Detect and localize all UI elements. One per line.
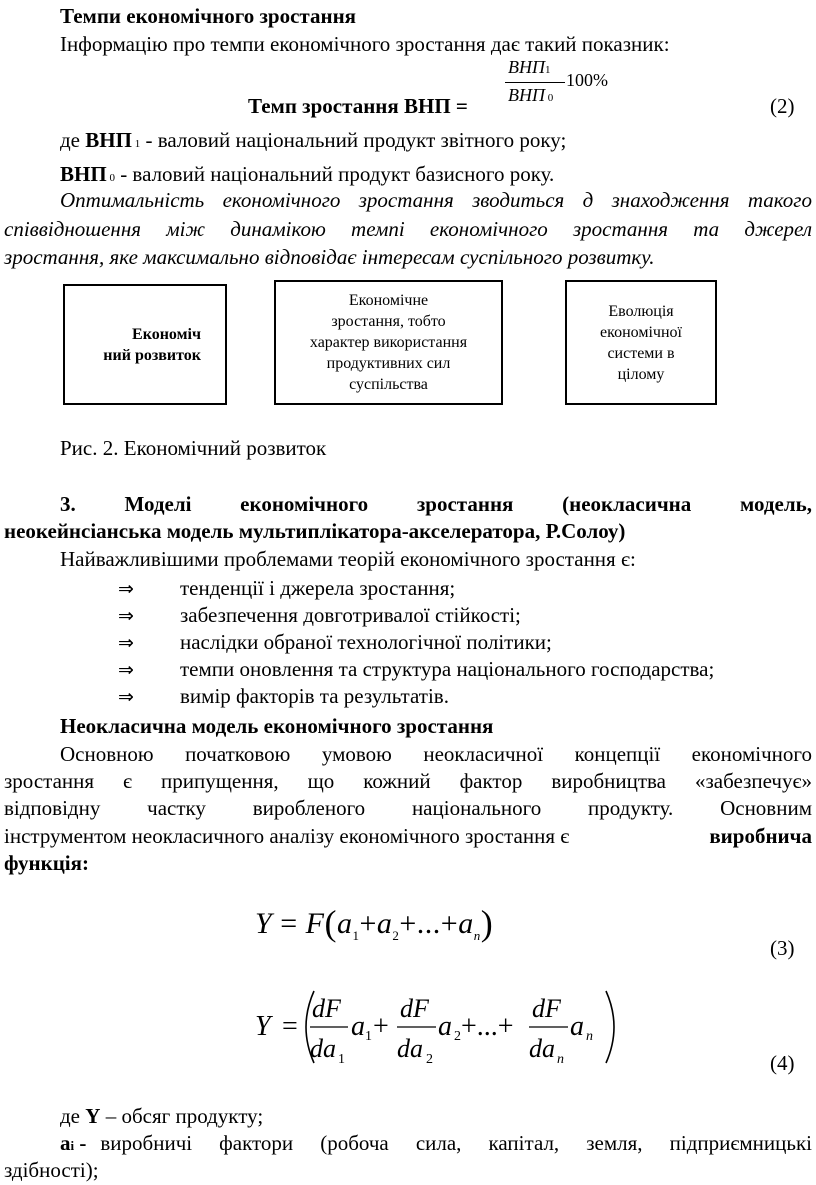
arrow-icon: ⇒ — [118, 605, 134, 627]
italic-paragraph-line2: співвідношення між динамікою темпі економічного зростання та джерел — [4, 217, 812, 241]
neoclassical-para-line4: інструментом неокласичного аналізу економічного зростання є виробнича — [4, 824, 812, 848]
formula-number-2: (2) — [770, 94, 795, 118]
fraction-denominator: ВНП 0 — [508, 85, 554, 105]
svg-text:dF: dF — [532, 994, 561, 1023]
section-heading-models-line2: неокейнсіанська модель мультиплікатора-акселератора, Р.Солоу) — [4, 519, 626, 543]
italic-paragraph-line3: зростання, яке максимально відповідає інтересам суспільного розвитку. — [4, 245, 655, 269]
arrow-icon: ⇒ — [118, 659, 134, 681]
svg-text:dF: dF — [312, 994, 341, 1023]
list-item: наслідки обраної технологічної політики; — [180, 630, 552, 654]
arrow-icon: ⇒ — [118, 578, 134, 600]
svg-text:a: a — [570, 1011, 584, 1042]
formula-number-4: (4) — [770, 1051, 795, 1075]
list-item: темпи оновлення та структура національного господарства; — [180, 657, 715, 681]
list-item: тенденції і джерела зростання; — [180, 576, 456, 600]
svg-text:n: n — [586, 1029, 593, 1044]
neoclassical-para-line1: Основною початковою умовою неокласичної концепції економічного — [60, 742, 812, 766]
differential-formula — [250, 985, 630, 1069]
svg-text:1: 1 — [338, 1052, 345, 1067]
intro-text: Інформацію про темпи економічного зростання дає такий показник: — [60, 32, 670, 56]
definition-a-line1: ai - виробничі фактори (робоча сила, капітал, земля, підприємницькі — [60, 1131, 812, 1155]
italic-paragraph-line1: Оптимальність економічного зростання зводиться д знаходження такого — [60, 188, 812, 212]
fraction-multiplier: 100% — [566, 70, 608, 90]
definition-gnp0: ВНП 0 - валовий національний продукт базисного року. — [60, 162, 555, 186]
formula-label: Темп зростання ВНП = — [248, 94, 468, 118]
neoclassical-para-line5: функція: — [4, 851, 89, 875]
neoclassical-para-line3: відповідну частку виробленого національного продукту. Основним — [4, 796, 812, 820]
svg-text:2: 2 — [454, 1029, 461, 1044]
svg-text:Y: Y — [255, 1011, 271, 1042]
svg-text:a: a — [438, 1011, 452, 1042]
neoclassical-para-line2: зростання є припущення, що кожний фактор виробництва «забезпечує» — [4, 769, 812, 793]
svg-text:1: 1 — [365, 1029, 372, 1044]
definition-gnp1: де ВНП 1 - валовий національний продукт звітного року; — [60, 128, 567, 152]
list-item: забезпечення довготривалої стійкості; — [180, 603, 521, 627]
production-function-formula: $Y = F(a_1+a_2+...+a_n)$ — [255, 903, 494, 943]
svg-text:=: = — [282, 1011, 298, 1042]
definition-a-line2: здібності); — [4, 1158, 99, 1182]
svg-text:+...+: +...+ — [461, 1011, 514, 1042]
list-item: вимір факторів та результатів. — [180, 684, 449, 708]
problems-intro: Найважливішими проблемами теорій економічного зростання є: — [60, 547, 636, 571]
diagram-box-economic-development: Економіч ний розвиток — [63, 284, 227, 405]
svg-text:+: + — [373, 1011, 389, 1042]
diagram-box-system-evolution: Еволюція економічної системи в цілому — [565, 280, 717, 405]
section-heading-models-line1: 3. Моделі економічного зростання (неокласична модель, — [60, 492, 812, 516]
definition-y: де Y – обсяг продукту; — [60, 1104, 264, 1128]
arrow-icon: ⇒ — [118, 632, 134, 654]
neoclassical-heading: Неокласична модель економічного зростання — [60, 714, 494, 738]
svg-text:n: n — [557, 1052, 564, 1067]
diagram-box-economic-growth: Економічне зростання, тобто характер використання продуктивних сил суспільства — [274, 280, 503, 405]
fraction-numerator: ВНП1 — [508, 57, 551, 77]
fraction-bar — [505, 82, 565, 83]
svg-text:2: 2 — [426, 1052, 433, 1067]
svg-text:dF: dF — [400, 994, 429, 1023]
svg-text:da: da — [397, 1034, 423, 1063]
svg-text:a: a — [351, 1011, 365, 1042]
figure-caption: Рис. 2. Економічний розвиток — [60, 436, 327, 460]
section-heading-growth-rates: Темпи економічного зростання — [60, 4, 357, 28]
svg-text:da: da — [310, 1034, 336, 1063]
svg-text:da: da — [529, 1034, 555, 1063]
arrow-icon: ⇒ — [118, 686, 134, 708]
formula-number-3: (3) — [770, 936, 795, 960]
